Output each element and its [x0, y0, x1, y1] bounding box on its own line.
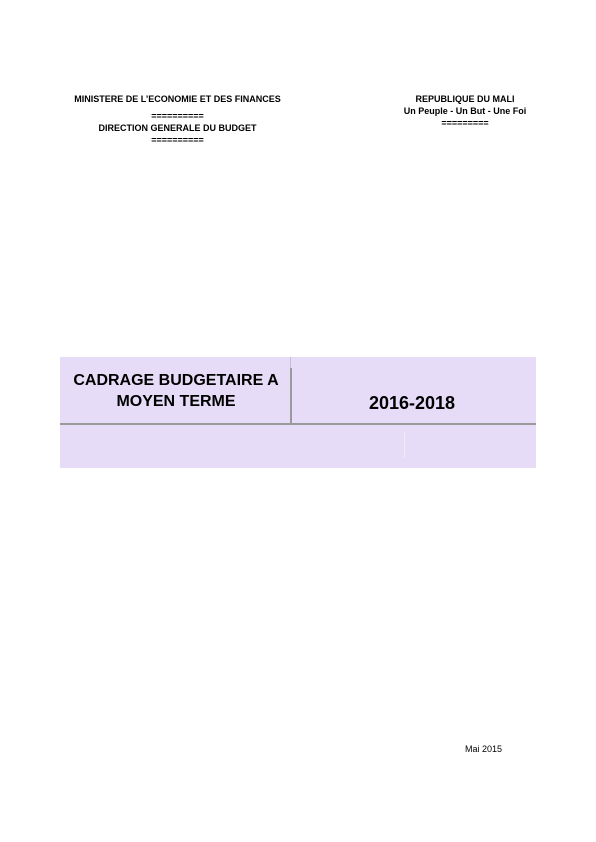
period-years: 2016-2018	[368, 393, 456, 413]
vertical-divider	[290, 368, 292, 424]
separator: ==========	[151, 111, 204, 121]
country-name: REPUBLIQUE DU MALI	[415, 94, 515, 104]
separator: ==========	[151, 135, 204, 145]
divider	[290, 357, 291, 368]
publication-date: Mai 2015	[464, 744, 502, 754]
header-right	[370, 93, 560, 129]
document-title	[70, 370, 282, 412]
direction-name: DIRECTION GENERALE DU BUDGET	[98, 123, 257, 133]
title-line: MOYEN TERME	[116, 393, 236, 410]
divider	[404, 432, 405, 458]
separator: =========	[441, 118, 489, 128]
title-line: CADRAGE BUDGETAIRE A	[73, 372, 279, 389]
horizontal-divider	[60, 423, 536, 425]
header-left	[60, 93, 295, 146]
ministry-name: MINISTERE DE L’ECONOMIE ET DES FINANCES	[74, 94, 281, 104]
national-motto: Un Peuple - Un But - Une Foi	[403, 106, 527, 116]
